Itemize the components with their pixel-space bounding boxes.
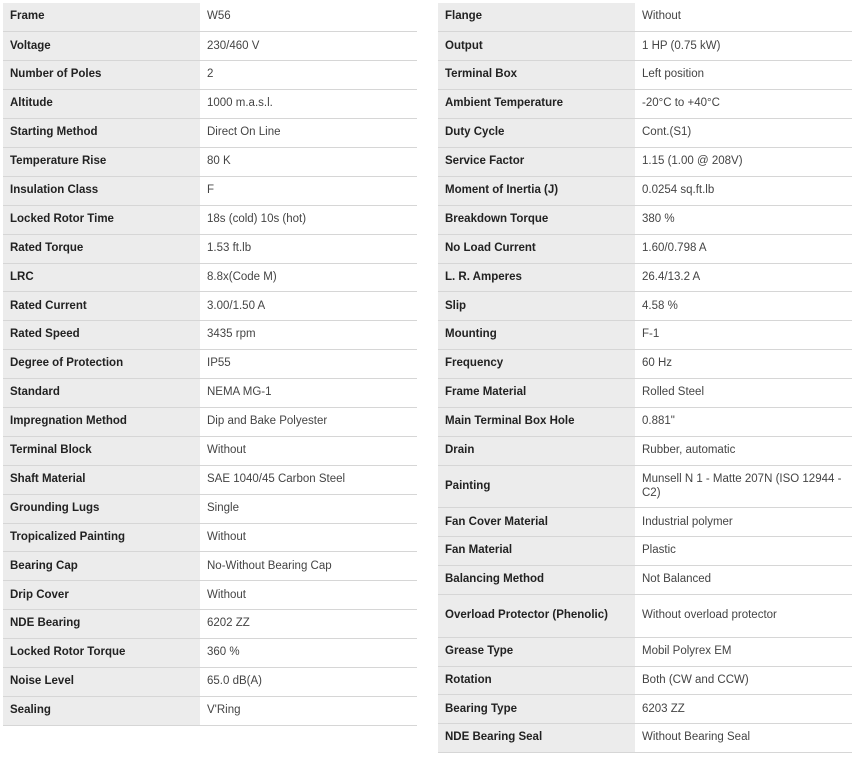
spec-value: Without (200, 436, 417, 465)
spec-row (438, 321, 852, 350)
spec-value: Dip and Bake Polyester (200, 407, 417, 436)
spec-value: SAE 1040/45 Carbon Steel (200, 465, 417, 494)
spec-row (438, 695, 852, 724)
spec-value: 1.15 (1.00 @ 208V) (635, 147, 852, 176)
spec-value: 4.58 % (635, 292, 852, 321)
spec-row (3, 205, 417, 234)
spec-row (438, 407, 852, 436)
spec-row (438, 292, 852, 321)
spec-row (3, 292, 417, 321)
spec-value: 2 (200, 61, 417, 90)
spec-row (3, 3, 417, 32)
spec-row (438, 537, 852, 566)
spec-label: Number of Poles (3, 61, 200, 90)
spec-row (3, 552, 417, 581)
spec-row (438, 566, 852, 595)
spec-label: Duty Cycle (438, 119, 635, 148)
spec-label: Ambient Temperature (438, 90, 635, 119)
spec-label: Frame (3, 3, 200, 32)
spec-label: Service Factor (438, 147, 635, 176)
spec-row (3, 494, 417, 523)
spec-value: 18s (cold) 10s (hot) (200, 205, 417, 234)
spec-label: Drain (438, 436, 635, 465)
spec-row (438, 61, 852, 90)
spec-row (3, 263, 417, 292)
spec-value: Not Balanced (635, 566, 852, 595)
spec-row (438, 595, 852, 638)
spec-label: Temperature Rise (3, 147, 200, 176)
spec-label: Grounding Lugs (3, 494, 200, 523)
spec-label: Rated Torque (3, 234, 200, 263)
spec-table-right (438, 3, 852, 753)
spec-row (438, 32, 852, 61)
spec-row (3, 581, 417, 610)
spec-row (3, 436, 417, 465)
spec-value: Rolled Steel (635, 379, 852, 408)
spec-label: Shaft Material (3, 465, 200, 494)
spec-value: Single (200, 494, 417, 523)
spec-label: Output (438, 32, 635, 61)
spec-value: 80 K (200, 147, 417, 176)
spec-row (3, 523, 417, 552)
spec-label: Sealing (3, 696, 200, 725)
spec-label: Fan Material (438, 537, 635, 566)
spec-row (438, 724, 852, 753)
spec-value: 1000 m.a.s.l. (200, 90, 417, 119)
spec-row (3, 321, 417, 350)
spec-value: W56 (200, 3, 417, 32)
spec-row (3, 147, 417, 176)
spec-label: Insulation Class (3, 176, 200, 205)
spec-value: 1 HP (0.75 kW) (635, 32, 852, 61)
spec-row (438, 234, 852, 263)
spec-row (3, 350, 417, 379)
spec-row (3, 696, 417, 725)
spec-label: Mounting (438, 321, 635, 350)
spec-row (3, 176, 417, 205)
spec-label: Main Terminal Box Hole (438, 407, 635, 436)
spec-row (438, 147, 852, 176)
spec-value: 0.881" (635, 407, 852, 436)
spec-table-left (3, 3, 417, 726)
spec-value: F (200, 176, 417, 205)
spec-value: 8.8x(Code M) (200, 263, 417, 292)
spec-row (3, 61, 417, 90)
spec-row (3, 234, 417, 263)
spec-row (438, 637, 852, 666)
spec-label: Degree of Protection (3, 350, 200, 379)
spec-value: 3.00/1.50 A (200, 292, 417, 321)
spec-label: Terminal Block (3, 436, 200, 465)
spec-label: Voltage (3, 32, 200, 61)
spec-label: Painting (438, 465, 635, 508)
spec-value: 60 Hz (635, 350, 852, 379)
spec-value: -20°C to +40°C (635, 90, 852, 119)
spec-value: 230/460 V (200, 32, 417, 61)
spec-value: Cont.(S1) (635, 119, 852, 148)
spec-label: Rated Current (3, 292, 200, 321)
spec-value: Mobil Polyrex EM (635, 637, 852, 666)
spec-value: 1.53 ft.lb (200, 234, 417, 263)
spec-row (3, 407, 417, 436)
spec-value: Plastic (635, 537, 852, 566)
spec-row (438, 263, 852, 292)
spec-row (3, 667, 417, 696)
spec-label: NDE Bearing Seal (438, 724, 635, 753)
spec-label: Fan Cover Material (438, 508, 635, 537)
spec-label: Starting Method (3, 119, 200, 148)
spec-value: Without Bearing Seal (635, 724, 852, 753)
spec-label: No Load Current (438, 234, 635, 263)
spec-row (438, 176, 852, 205)
spec-label: Bearing Cap (3, 552, 200, 581)
spec-value: Without (200, 523, 417, 552)
spec-row (438, 508, 852, 537)
spec-label: Locked Rotor Torque (3, 639, 200, 668)
spec-row (3, 119, 417, 148)
spec-value: 6202 ZZ (200, 610, 417, 639)
spec-value: Without overload protector (635, 595, 852, 638)
spec-row (3, 32, 417, 61)
spec-value: Munsell N 1 - Matte 207N (ISO 12944 - C2) (635, 465, 852, 508)
spec-value: No-Without Bearing Cap (200, 552, 417, 581)
spec-table-left-body (3, 3, 417, 725)
spec-label: Overload Protector (Phenolic) (438, 595, 635, 638)
spec-value: 26.4/13.2 A (635, 263, 852, 292)
spec-label: Altitude (3, 90, 200, 119)
spec-value: 3435 rpm (200, 321, 417, 350)
spec-value: V'Ring (200, 696, 417, 725)
spec-label: Flange (438, 3, 635, 32)
spec-value: 65.0 dB(A) (200, 667, 417, 696)
spec-value: Direct On Line (200, 119, 417, 148)
spec-table-right-body (438, 3, 852, 753)
spec-row (438, 90, 852, 119)
spec-row (3, 639, 417, 668)
spec-value: Without (200, 581, 417, 610)
spec-value: Both (CW and CCW) (635, 666, 852, 695)
spec-label: NDE Bearing (3, 610, 200, 639)
spec-label: Frame Material (438, 379, 635, 408)
spec-label: Breakdown Torque (438, 205, 635, 234)
spec-label: Tropicalized Painting (3, 523, 200, 552)
spec-label: Noise Level (3, 667, 200, 696)
spec-row (3, 90, 417, 119)
spec-label: Locked Rotor Time (3, 205, 200, 234)
spec-row (438, 205, 852, 234)
spec-label: Slip (438, 292, 635, 321)
spec-label: LRC (3, 263, 200, 292)
spec-value: Without (635, 3, 852, 32)
spec-value: 0.0254 sq.ft.lb (635, 176, 852, 205)
spec-value: NEMA MG-1 (200, 379, 417, 408)
spec-row (438, 350, 852, 379)
spec-row (438, 666, 852, 695)
spec-value: F-1 (635, 321, 852, 350)
spec-row (438, 379, 852, 408)
spec-row (438, 3, 852, 32)
spec-label: Rotation (438, 666, 635, 695)
spec-label: L. R. Amperes (438, 263, 635, 292)
spec-value: 6203 ZZ (635, 695, 852, 724)
spec-value: 380 % (635, 205, 852, 234)
spec-label: Grease Type (438, 637, 635, 666)
spec-label: Drip Cover (3, 581, 200, 610)
spec-value: 360 % (200, 639, 417, 668)
spec-value: Rubber, automatic (635, 436, 852, 465)
spec-label: Frequency (438, 350, 635, 379)
spec-value: Industrial polymer (635, 508, 852, 537)
spec-label: Moment of Inertia (J) (438, 176, 635, 205)
spec-row (3, 465, 417, 494)
spec-label: Balancing Method (438, 566, 635, 595)
spec-label: Bearing Type (438, 695, 635, 724)
spec-row (3, 379, 417, 408)
spec-row (3, 610, 417, 639)
spec-row (438, 465, 852, 508)
spec-label: Standard (3, 379, 200, 408)
spec-label: Terminal Box (438, 61, 635, 90)
spec-row (438, 436, 852, 465)
spec-value: Left position (635, 61, 852, 90)
spec-row (438, 119, 852, 148)
spec-label: Impregnation Method (3, 407, 200, 436)
spec-value: 1.60/0.798 A (635, 234, 852, 263)
spec-value: IP55 (200, 350, 417, 379)
spec-label: Rated Speed (3, 321, 200, 350)
